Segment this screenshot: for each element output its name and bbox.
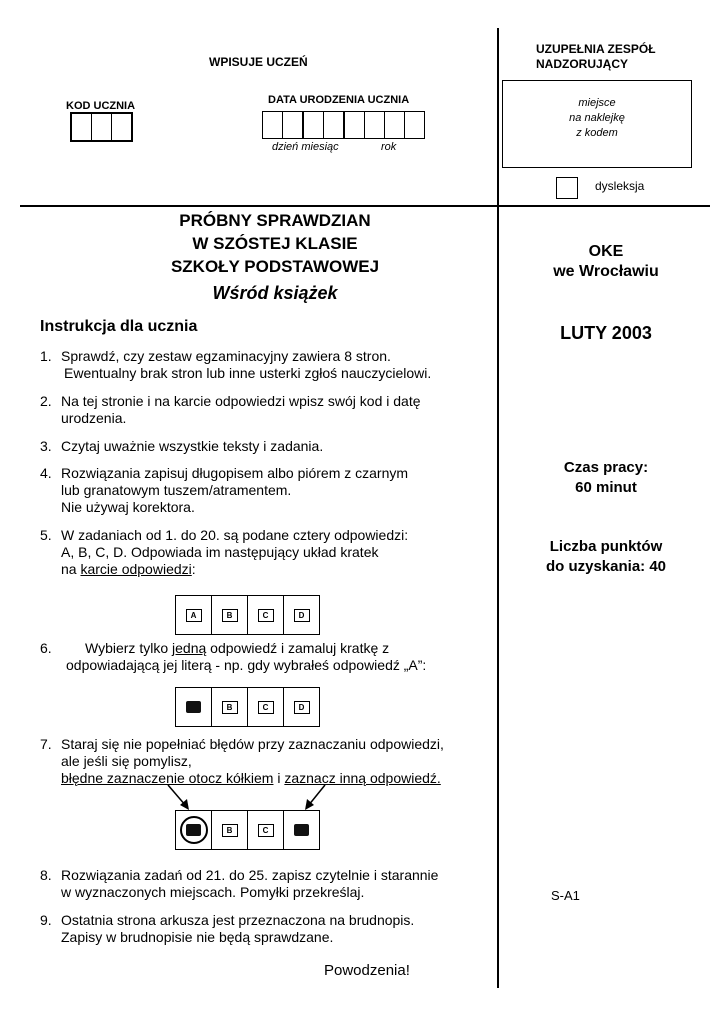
answer-letter-c: C xyxy=(258,609,274,622)
exam-subtitle: Wśród książek xyxy=(212,283,338,303)
correction-circle xyxy=(180,816,208,844)
answer-box-filled-example xyxy=(175,687,320,727)
answer-letter-c: C xyxy=(258,824,274,837)
answer-letter-b: B xyxy=(222,824,238,837)
birthdate-label: DATA URODZENIA UCZNIA xyxy=(268,94,410,106)
student-code-label: KOD UCZNIA xyxy=(66,100,136,112)
title-line-3: SZKOŁY PODSTAWOWEJ xyxy=(170,257,380,276)
sticker-line-1: miejsce xyxy=(578,97,616,109)
code-sticker-area xyxy=(502,80,692,168)
team-section-label: UZUPEŁNIA ZESPÓŁ NADZORUJĄCY xyxy=(536,42,656,71)
answer-letter-b: B xyxy=(222,701,238,714)
answer-letter-c: C xyxy=(258,701,274,714)
points-label: Liczba punktów xyxy=(549,538,663,555)
answer-letter-a: A xyxy=(186,609,202,622)
sticker-line-3: z kodem xyxy=(576,127,618,139)
answer-box-example xyxy=(175,595,320,635)
correction-arrows xyxy=(160,782,340,812)
horizontal-divider xyxy=(20,205,710,207)
year-label: rok xyxy=(381,141,397,153)
day-month-label: dzień miesiąc xyxy=(272,141,339,153)
sheet-code: S-A1 xyxy=(551,888,580,903)
answer-box-corrected-example xyxy=(175,810,320,850)
dyslexia-checkbox[interactable] xyxy=(556,177,578,199)
oke-city: we Wrocławiu xyxy=(553,263,659,280)
points-value: do uzyskania: 40 xyxy=(545,558,667,575)
title-line-2: W SZÓSTEJ KLASIE xyxy=(192,234,358,253)
filled-mark xyxy=(186,701,201,713)
exam-title xyxy=(120,209,430,305)
points-block xyxy=(500,537,712,577)
answer-letter-d: D xyxy=(294,609,310,622)
dyslexia-label: dysleksja xyxy=(595,179,645,193)
student-code-boxes[interactable] xyxy=(70,112,133,142)
birthdate-boxes[interactable] xyxy=(262,111,425,139)
title-line-1: PRÓBNY SPRAWDZIAN xyxy=(179,211,371,230)
instructions-heading: Instrukcja dla ucznia xyxy=(40,318,198,335)
oke-label: OKE xyxy=(588,243,624,260)
oke-block xyxy=(500,242,712,282)
closing-text: Powodzenia! xyxy=(324,962,410,979)
sticker-line-2: na naklejkę xyxy=(569,112,625,124)
answer-letter-b: B xyxy=(222,609,238,622)
vertical-divider xyxy=(497,28,499,988)
answer-letter-d: D xyxy=(294,701,310,714)
time-label: Czas pracy: xyxy=(563,459,649,476)
student-section-label: WPISUJE UCZEŃ xyxy=(209,55,308,69)
filled-mark xyxy=(294,824,309,836)
time-value: 60 minut xyxy=(575,479,637,496)
exam-date: LUTY 2003 xyxy=(560,323,652,343)
time-block xyxy=(500,458,712,498)
